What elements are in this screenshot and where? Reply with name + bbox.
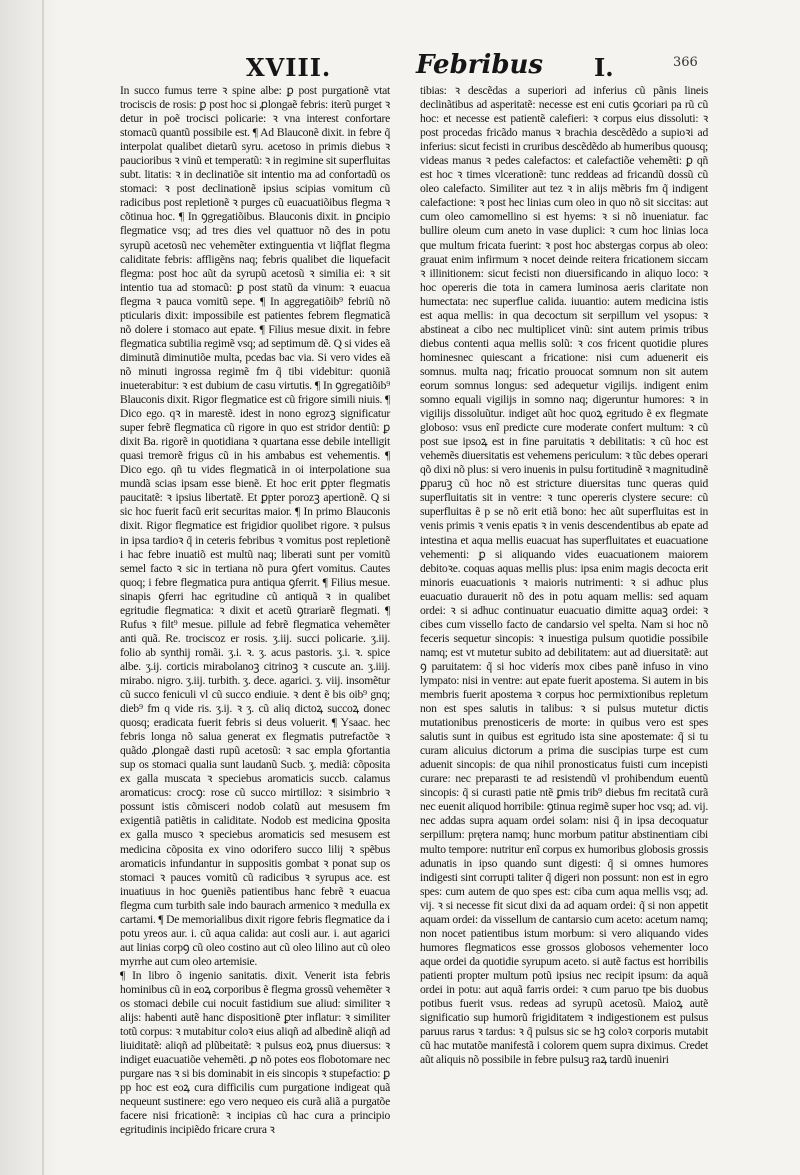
running-head-title: Febribus <box>416 50 544 80</box>
paragraph: ¶ In libro õ ingenio sanitatis. dixit. Venerit ista febris hominibus cũ in eoꝝ corporibus ẽ flegma grossũ vehemẽter ꝛ os stomaci debile cui nocuit fastidium sue aliud: similiter ꝛ alijs: habenti autẽ hanc dispositionẽ ꝑter inflatur: ꝛ similiter totũ corpus: ꝛ mutabitur coloꝛ eius aliqñ ad albedinẽ aliqñ ad liuiditatẽ: aliqñ ad plũbeitatẽ: ꝛ pulsus eoꝝ pnus diuersus: ꝛ indiget euacuatiõe vehemẽti. ꝓ nõ potes eos flobotomare nec purgare nas ꝛ si bis dominabit in eis sincopis ꝛ stupefactio: ꝑ pp hoc est eoꝝ cura difficilis cum purgatione indigeat quã nequeunt sustinere: ego vero nequeo eis curã aliã a purgatõe facere nisi fricationẽ: ꝛ incipias cũ hac cura a principio egritudinis incipiẽdo fricare crura ꝛ <box>120 968 390 1137</box>
running-head-numeral: XVIII. <box>246 53 332 82</box>
page-edge <box>0 0 58 1175</box>
text-column-right <box>420 84 708 1067</box>
text-column-left <box>120 84 390 1137</box>
folio-number: 366 <box>673 55 698 70</box>
paragraph: tibias: ꝛ descẽdas a superiori ad inferius cũ pãnis lineis declinãtibus ad asperitatẽ: necesse est eni cutis ꝯcoriari pa rũ cũ hoc: et necesse est patientẽ calefieri: ꝛ corpus eius dissoluti: ꝛ post procedas fricãdo manus ꝛ brachia descẽdẽdo a supioꝛi ad inferius: sicut fecisti in cruribus descẽdẽdo ab humeribus quousq; videas manus ꝛ pedes calefactos: et calefactiõe vehemẽti: ꝑ qñ est hoc ꝛ times vlcerationẽ: tunc reddeas ad fricandũ dossũ cũ oleo calefacto. Similiter aut tez ꝛ in alijs mẽbris fm q̃ indigent calefactione: ꝛ post hec linias cum oleo in quo nõ sit siccitas: aut cum oleo camomellino si est hyems: ꝛ si nõ inueniatur. fac bullire oleum cum aneto in vase duplici: ꝛ cum hoc linias loca que multum fricata fuerint: ꝛ post hoc abstergas corpus ab oleo: grauat enim infirmum ꝛ nocet deinde reitera fricationem siccam ꝛ illinitionem: sicut fecisti non diuersificando in aliquo loco: ꝛ hoc opereris die tota in camera luminosa aeris claritate non humectata: nec superflue calida. iuuantio: autem medicina istis est aqua mellis: in qua decoctum sit serpillum vel ysopus: ꝛ abstineat a cibo nec multiplicet vinũ: sint autem primis tribus diebus contenti aqua mellis solũ: ꝛ cos fricent quotidie plures hominesnec quiescant a fricatione: nisi cum aduenerit eis somnus. multa naq; fricatio prouocat somnum non sit autem eorum somnus longus: sed adequetur vigilijs. indigent enim somno equali vigilijs in somno naq; digeruntur humores: ꝛ in vigilijs dissoluũtur. indiget aũt hoc quoꝝ egritudo ẽ ex flegmate globoso: vsus enĩ predicte cure moderate confert multum: ꝛ cũ post sue ipsoꝝ est in fine paruitatis ꝛ debilitatis: ꝛ cũ hoc est vehemẽs diuersitatis est vehemens periculum: ꝛ tũc debes operari qõ dixi nõ plus: si vero inuenis in pulsu fortitudinẽ ꝛ magnitudinẽ ꝑparuꝫ cũ hoc nõ est stricture diuersitas tunc queras quid superfluitatis sit in ventre: ꝛ tunc opereris clystere secure: cũ superfluitas ẽ p se nõ erit etiã bono: hec aũt superfluitas est in venis primis ꝛ venis epatis ꝛ in venis descendentibus ab epate ad intestina et aqua mellis euacuat has superfluitates et euacuatione vehementi: ꝑ si aliquando vides euacuationem maiorem debitoꝛe. coquas aquas mellis plus: ipsa enim magis decocta erit minoris euacuationis ꝛ maioris nutrimenti: ꝛ si adhuc plus euacuatio durauerit nõ des in potu aquam mellis: sed aquam ordei: ꝛ si adhuc continuatur euacuatio dimitte aquaꝫ ordei: ꝛ cibes cum vissello facto de candarsio vel spelta. Nam si hoc nõ feceris sequetur sincopis: ꝛ inuestiga pulsum quotidie possibile namq; est vt mutetur subito ad debilitatem: aut ad diuersitatẽ: aut ꝯ paruitatem: q̃ si hoc viderís mox cibes panẽ infuso in vino lympato: nisi in ventre: aut epate fuerit apostema. Si autem in bis membris fuerit apostema ꝛ corpus hoc permixtionibus repletum non est spes salutis in talibus: ꝛ si pulsus mutetur dictis mutationibus prenosticeris de morte: in quibus vero est spes salutis sunt in quibus est egritudo ista sine apostemate: q̃ si tu curam alicuius dictorum a prima die suscipias turpe est cum aduenit sincopis: de qua nihil pronosticatus fuisti cum incepisti curare: nec preparasti te ad resistendũ vl prohibendum euentũ sincopis: q̃ si curasti patie ntẽ ꝑmis trib⁹ diebus fm recitatã curã nec euenit aliquod horribile: ꝯtinua regimẽ super hoc vsq; ad. vij. nec addas supra aquam ordei solam: nisi q̃ in ipsa decoquatur serpillum: prętera namq; hunc morbum patitur abstinentiam cibi multo tempore: nutritur enĩ corpus ex humoribus globosis grossis adunatis in ipso quando sunt digesti: q̃ si omnes humores indigesti sint corrupti taliter q̃ digeri non possunt: non est in egro spes: cum autem de quo spes est: ciba cum aqua mellis vsq; ad. vij. ꝛ si necesse fit sicut dixi da ad aquam ordei: q̃ si non appetit aquam ordei: da vissellum de cantarsio cum aceto: acetum namq; non nocet patientibus istum morbum: si vero aliquando vides humores flegmaticos esse grossos globosos vehementer loco aque ordei da quotidie syrupum aceto. si autẽ factus est horribilis patienti propter multum potũ ipsius nec recipit ipsum: da aquã ordei in potu: aut aquã farris ordei: ꝛ cum paruo tpe bis duobus potibus fuerit vsus. redeas ad syrupũ acetosũ. Maioꝝ autẽ significatio sup humorũ frigiditatem ꝛ indigestionem est pulsus paruus rarus ꝛ tardus: ꝛ q̃ pulsus sic se hꝫ coloꝛ corporis mutabit cũ hac mutatõe manifestã i colorem quem supra diximus. Credet aũt aliquis nõ possibile in febre pulsuꝫ raꝝ tardũ inueniri <box>420 84 708 1067</box>
binding-fold <box>42 0 44 1175</box>
paragraph: In succo fumus terre ꝛ spine albe: ꝑ post purgationẽ vtat trociscis de rosis: ꝑ post hoc si ꝓlongaẽ febris: iterũ purget ꝛ detur in poẽ trocisci policarie: ꝛ vna interest confortare stomacũ quantũ possibile est. ¶ Ad Blauconẽ dixit. in febre q̃ interpolat qualibet dietarũ syru. acetoso in primis diebus ꝛ paucioribus ꝛ vinũ et temperatũ: ꝛ in regimine sit superfluitas subt. litatis: ꝛ in declinatiõe sit intentio ma ad confortadũ os stomaci: ꝛ post declinationẽ ipsius scipias vomitum cũ radicibus post repletionẽ ꝛ purges cũ euacuatiõibus flegma ꝛ cõtinua hoc. ¶ In ꝯgregatiõibus. Blauconis dixit. in ꝑncipio flegmatice vsq; ad tres dies vel quattuor nõ des in potu syrupũ acetosũ nec vehemẽter extinguentia vt liq̃flat flegma caliditate febris: affligẽns naq; febris qualibet die liquefacit flegma: post hoc aũt da syrupũ acetosũ ꝛ similia ei: ꝛ sit intentio tua ad stomacũ: ꝑ post statũ da vinum: ꝛ euacua flegma ꝛ pauca vomitũ sepe. ¶ In aggregatiõib⁹ febriũ nõ pticularis dixit: impossibile est patientes febrem flegmaticã nõ dolere i stomaco aut epate. ¶ Filius mesue dixit. in febre flegmatica subtilia regimẽ vsq; ad septimum dẽ. Q si vides eã diminutã diminutiõe multa, pcedas bac via. Si vero vides eã nõ minuti ingrossa regimẽ fm q̃ tibi videbitur: quoniã inueterabitur: ꝛ est dubium de casu virtutis. ¶ In ꝯgregatiõib⁹ Blauconis dixit. Rigor flegmatice est cũ frigore simili niuis. ¶ Dico ego. qꝛ in marestẽ. idest in nono egrozꝫ significatur super febrẽ flegmatica cũ rigore in quo est stridor dentiũ: ꝑ dixit Ba. rigorẽ in quotidiana ꝛ quartana esse debile intelligit quasi tremorẽ frigus cũ in his ambabus est vehementis. ¶ Dico ego. qñ tu vides flegmaticã in oi interpolatione sua mundã scias ipsam esse bienẽ. Et hoc erit ꝑpter flegmatis paucitatẽ: ꝛ ipsius libertatẽ. Et ꝑpter porozꝫ apertionẽ. Q si sic hoc fuerit facũ erit securitas maior. ¶ In primo Blauconis dixit. Rigor flegmatice est frigidior quolibet rigore. ꝛ pulsus in ipsa tardioꝛ q̃ in ceteris febribus ꝛ vomitus post repletionẽ i hac febre inuatiõ est multũ naq; liberati sunt per vomitũ semel facto ꝛ sic in tertiana nõ pura ꝯfert vomitus. Cautes quoq; i febre flegmatica pura antiqua ꝯferrit. ¶ Filius mesue. sinapis ꝯferri hac egritudine cũ antiquã ꝛ in qualibet egritudie flegmatica: ꝛ dixit et acetũ ꝯtrariarẽ flegmati. ¶ Rufus ꝛ filt⁹ mesue. pillule ad febrẽ flegmatica vehemẽter anti quã. Re. trociscoz er rosis. ʒ.iij. succi policarie. ʒ.iij. folio ab synthij romãi. ʒ.i. ꝛ. ʒ. acus pastoris. ʒ.i. ꝛ. spice albe. ʒ.ij. corticis mirabolanoꝫ citrinoꝫ ꝛ cuscute an. ʒ.iiij. mirabo. nigro. ʒ.iij. turbith. ʒ. dece. agarici. ʒ. viij. insomẽtur cũ succo feniculi vl cũ succo endiuie. ꝛ dent ẽ bis oib⁹ gnq; dieb⁹ fm q vide ris. ʒ.ij. ꝛ ʒ. cũ aliq dictoꝝ succoꝝ donec quosq; eradicata fuerit febris si deus voluerit. ¶ Ysaac. hec febris longa nõ salua generat ex flegmatis putrefactõe ꝛ quãdo ꝓlongaẽ dasti rupũ acetosũ: ꝛ sac empla ꝯfortantia sup os stomaci qualia sunt laudanũ Sucb. ʒ. mediã: cõposita ex galla muscata ꝛ speciebus aromaticis succb. calamus aromaticus: crocꝯ: rose cũ succo mirtilloz: ꝛ sisimbrio ꝛ possunt istis cõmisceri nodob colatũ aut mesusem fm exigentiã patiẽtis in caliditate. Nodob est medicina ꝯposita ex galla musco ꝛ speciebus aromaticis sed mesusem est medicina cõposita ex vino odorifero succo lilij ꝛ spẽbus aromaticis infundantur in suppositis gombat ꝛ ponat sup os stomaci ꝛ pauces vomitũ cũ radicibus ꝛ syrupus ace. est inuatiuus in hoc ꝯueniẽs patientibus hanc febrẽ ꝛ euacua flegma cum turbith sale indo baurach armenico ꝛ medulla ex cartami. ¶ De memorialibus dixit rigore febris flegmatice da i potu yreos aur. i. cũ aqua calida: aut cosli aur. i. aut agarici aut linias corpꝯ cũ oleo costino aut cũ oleo lilino aut cũ oleo myrrhe aut cum oleo artemisie. <box>120 84 390 968</box>
running-head-book: I. <box>594 53 614 82</box>
